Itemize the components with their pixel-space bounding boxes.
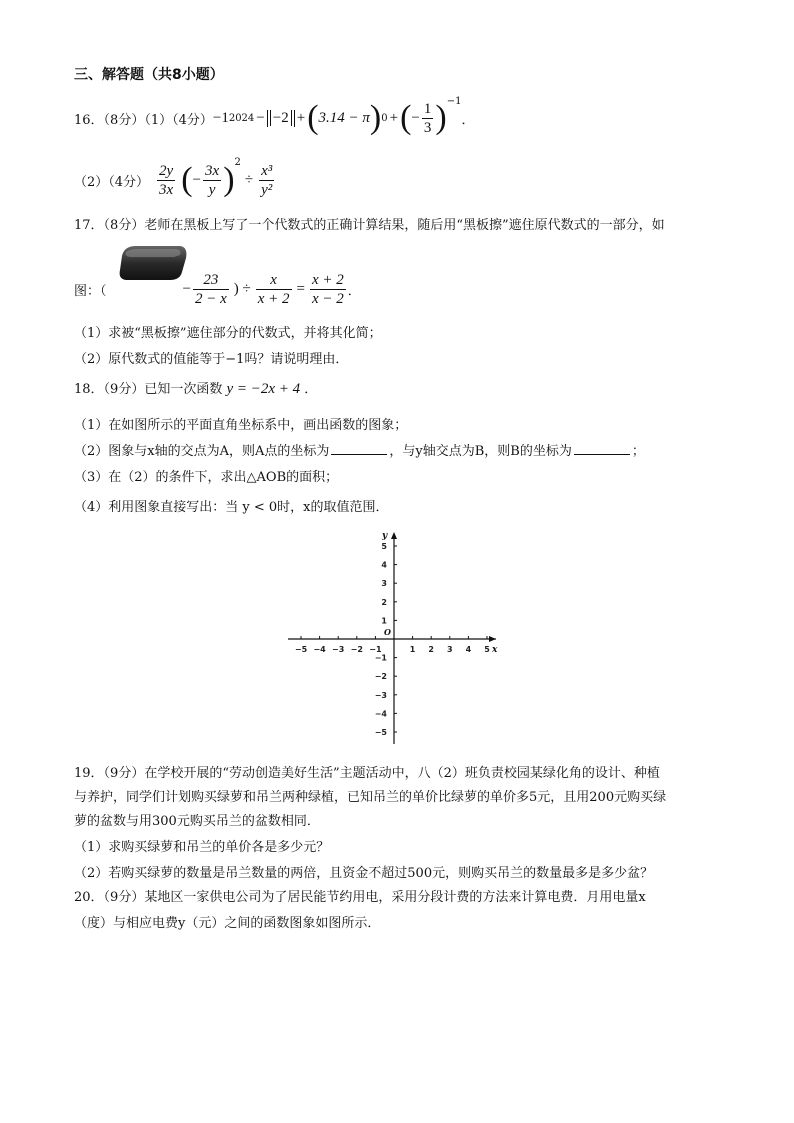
x-tick-label: −5 — [294, 645, 308, 654]
question-19-line1: 19．（9分）在学校开展的“劳动创造美好生活”主题活动中，八（2）班负责校园某绿化角的设计、种植 — [74, 766, 660, 781]
y-tick-label: 4 — [381, 560, 387, 570]
q16-paren-inner: 3.14 − π — [318, 109, 370, 126]
q18-line1-end: ． — [304, 382, 318, 397]
q16p2-div: ÷ — [244, 171, 254, 188]
q16-exp2024: 2024 — [228, 112, 255, 124]
q17-end: ． — [347, 283, 361, 299]
q16p2-f1-num: 2y — [159, 162, 174, 179]
q16-paren2-close: ) — [435, 99, 447, 136]
q17-fraction1 — [193, 271, 229, 308]
y-tick-label: −4 — [374, 709, 387, 719]
q17-fraction3 — [310, 271, 346, 308]
y-tick-label: −5 — [374, 728, 387, 737]
question-18-sub4: （4）利用图象直接写出：当 y < 0时，x的取值范围． — [74, 500, 389, 515]
x-tick-label: −1 — [369, 645, 382, 654]
question-18-sub1: （1）在如图所示的平面直角坐标系中，画出函数的图象； — [74, 418, 408, 433]
q16-frac-num: 1 — [423, 100, 432, 117]
q17-eq: = — [296, 280, 305, 297]
coordinate-plane — [284, 528, 504, 750]
q17-f2-num: x — [256, 271, 292, 290]
question-17-sub1: （1）求被“黑板擦”遮住部分的代数式，并将其化简； — [74, 326, 382, 341]
q16p2-f3-den: y² — [261, 181, 273, 198]
y-tick-label: −1 — [374, 653, 387, 663]
q17-f3-den: x − 2 — [312, 290, 344, 307]
q16p2-paren-close: ) — [223, 161, 235, 198]
q16p2-f2-num: 3x — [205, 162, 220, 179]
question-19-line3: 萝的盆数与用300元购买吊兰的盆数相同． — [74, 814, 320, 829]
question-20-line2: （度）与相应电费y（元）之间的函数图象如图所示． — [74, 916, 381, 931]
q16-abs-inner: −2 — [270, 110, 292, 126]
x-axis-arrow — [489, 636, 496, 642]
y-tick-label: 5 — [381, 542, 387, 551]
q16-prefix: 16．（8分）（1）（4分） — [74, 112, 213, 128]
x-axis-label: x — [492, 645, 498, 655]
q17-fig-prefix: 图：（ — [74, 283, 107, 299]
question-17-line1: 17．（8分）老师在黑板上写了一个代数式的正确计算结果，随后用“黑板擦”遮住原代数式的一部分，如 — [74, 218, 665, 233]
y-axis-arrow — [391, 532, 397, 539]
q16p2-f2-den: y — [208, 181, 216, 198]
x-tick-label: −2 — [350, 645, 363, 654]
x-tick-label: −3 — [332, 645, 345, 654]
x-tick-label: 1 — [409, 645, 416, 654]
q18-sub2-c: ； — [631, 444, 645, 459]
q16-frac-den: 3 — [423, 119, 432, 136]
q16-abs — [267, 110, 295, 127]
q16-exp-neg1: −1 — [446, 96, 462, 107]
question-16-part2 — [74, 157, 276, 203]
x-tick-label: 3 — [447, 645, 453, 654]
question-19-sub1: （1）求购买绿萝和吊兰的单价各是多少元？ — [74, 840, 330, 855]
question-20-line1: 20．（9分）某地区一家供电公司为了居民能节约用电，采用分段计费的方法来计算电费．月用电量x — [74, 890, 646, 905]
q16p2-fraction1 — [157, 162, 175, 199]
q16-paren2-open: ( — [400, 99, 412, 136]
question-17-figure-line — [74, 264, 361, 314]
q18-sub2-a: （2）图象与x轴的交点为A，则A点的坐标为 — [74, 444, 330, 459]
question-18-sub2 — [74, 440, 645, 459]
x-tick-label: −4 — [313, 645, 326, 654]
y-tick-label: 2 — [381, 597, 387, 607]
q17-fraction2 — [256, 271, 292, 308]
q17-f2-den: x + 2 — [257, 290, 290, 307]
q16p2-fraction2 — [203, 162, 221, 199]
y-tick-label: −3 — [374, 690, 387, 700]
answer-blank-b[interactable] — [574, 442, 630, 455]
q16-paren-open: ( — [307, 99, 319, 136]
question-19-sub2: （2）若购买绿萝的数量是吊兰数量的两倍，且资金不超过500元，则购买吊兰的数量最多是多少盆？ — [74, 866, 654, 881]
y-tick-label: 1 — [381, 616, 387, 626]
q16-paren-close: ) — [369, 99, 382, 136]
answer-blank-a[interactable] — [331, 442, 387, 455]
question-18-line1 — [74, 378, 317, 398]
section-title: 三、解答题（共8小题） — [74, 67, 224, 83]
y-axis-label: y — [382, 531, 388, 541]
q16-frac-sign: − — [411, 109, 420, 126]
x-tick-label: 2 — [428, 645, 434, 654]
q17-sign1: − — [182, 280, 191, 297]
q16-fraction — [422, 100, 434, 137]
q16-term1: −1 — [212, 109, 229, 126]
q17-close-div: ) ÷ — [233, 280, 251, 297]
question-19-line2: 与养护，同学们计划购买绿萝和吊兰两种绿植，已知吊兰的单价比绿萝的单价多5元，且用200元购买绿 — [74, 790, 667, 805]
q16p2-f3-num: x³ — [261, 162, 273, 179]
q16-plus1: + — [296, 109, 306, 126]
q18-sub2-b: ，与y轴交点为B，则B的坐标为 — [389, 444, 572, 459]
x-tick-label: 4 — [465, 645, 472, 654]
origin-label: O — [384, 627, 391, 637]
q17-f3-num: x + 2 — [312, 271, 344, 288]
x-tick-label: 5 — [484, 645, 490, 654]
q16p2-f2-sign: − — [192, 171, 202, 188]
y-tick-label: 3 — [381, 579, 387, 589]
q16-part2-prefix: （2）（4分） — [74, 174, 150, 190]
y-tick-label: −2 — [374, 672, 387, 682]
question-18-sub3: （3）在（2）的条件下，求出△AOB的面积； — [74, 470, 339, 485]
q16p2-paren-open: ( — [181, 161, 193, 198]
q17-f1-den: 2 − x — [194, 290, 227, 307]
q16-plus2: + — [389, 109, 399, 126]
q16-exp0: 0 — [381, 112, 388, 124]
q16p2-exp: 2 — [234, 157, 241, 168]
q17-f1-num: 23 — [193, 271, 229, 290]
q16p2-f1-den: 3x — [159, 181, 174, 198]
q16-minus: − — [256, 109, 265, 126]
q18-line1-text: 18．（9分）已知一次函数 — [74, 382, 223, 397]
question-16-part1 — [74, 96, 474, 140]
q16p2-fraction3 — [259, 162, 274, 199]
q16-end: ． — [461, 112, 475, 128]
question-17-sub2: （2）原代数式的值能等于−1吗？请说明理由． — [74, 352, 349, 367]
q18-line1-expr: y = −2x + 4 — [226, 381, 301, 397]
